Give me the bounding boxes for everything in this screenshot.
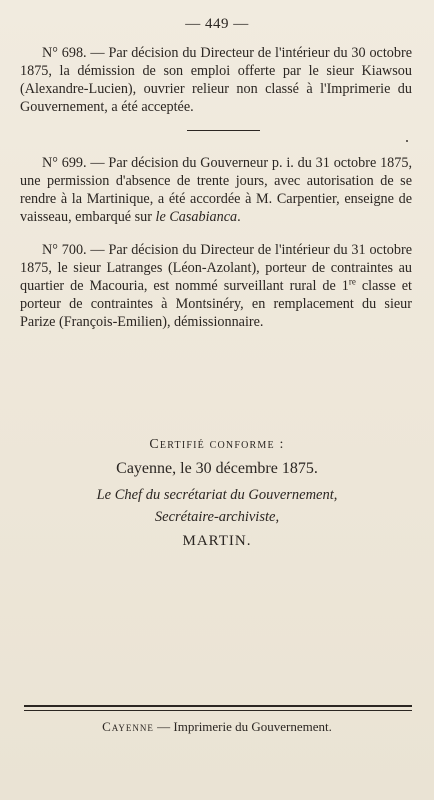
footer-rule-thin xyxy=(24,710,412,711)
footer-rule-thick xyxy=(24,705,412,707)
page-number: — 449 — xyxy=(185,16,249,32)
footer-city: Cayenne xyxy=(102,719,154,734)
signatory-title-2: Secrétaire-archiviste, xyxy=(154,509,280,525)
decision-699-text-after: . xyxy=(237,209,241,225)
decision-700 xyxy=(20,241,412,331)
decision-699 xyxy=(20,154,412,226)
footer-printer: — Imprimerie du Gouvernement. xyxy=(153,719,332,734)
decision-698-text: N° 698. — Par décision du Directeur de l'intérieur du 30 octobre 1875, la démission de son emploi offerte par le sieur Kiawsou (Alexandre-Lucien), ouvrier relieur non classé à l'Imprimerie du Gouvernement, a été acceptée. xyxy=(20,45,412,115)
decision-700-text-after: classe et porteur de contraintes à Montsinéry, en remplacement du sieur Parize (François-Emilien), démissionnaire. xyxy=(20,278,412,330)
decision-699-text-before: N° 699. — Par décision du Gouverneur p. i. du 31 octobre 1875, une permission d'absence de trente jours, avec autorisation de se rendre à la Martinique, a été accordée à M. Carpentier, enseigne de vaisseau, embarqué sur xyxy=(20,155,412,225)
decision-700-text-before: N° 700. — Par décision du Directeur de l'intérieur du 31 octobre 1875, le sieur Latranges (Léon-Azolant), porteur de contraintes au quartier de Macouria, est nommé surveillant rural de 1 xyxy=(20,242,412,294)
printer-footer xyxy=(0,719,434,735)
ship-name: le Casabianca xyxy=(155,209,238,225)
ordinal-superscript: re xyxy=(348,276,356,287)
certification-heading: Certifié conforme : xyxy=(149,437,285,452)
signatory-name: MARTIN. xyxy=(182,533,252,549)
section-separator xyxy=(187,130,260,131)
signatory-title-1: Le Chef du secrétariat du Gouvernement, xyxy=(96,487,338,503)
ink-speck xyxy=(406,140,408,142)
decision-698 xyxy=(20,44,412,116)
place-date: Cayenne, le 30 décembre 1875. xyxy=(116,460,318,477)
